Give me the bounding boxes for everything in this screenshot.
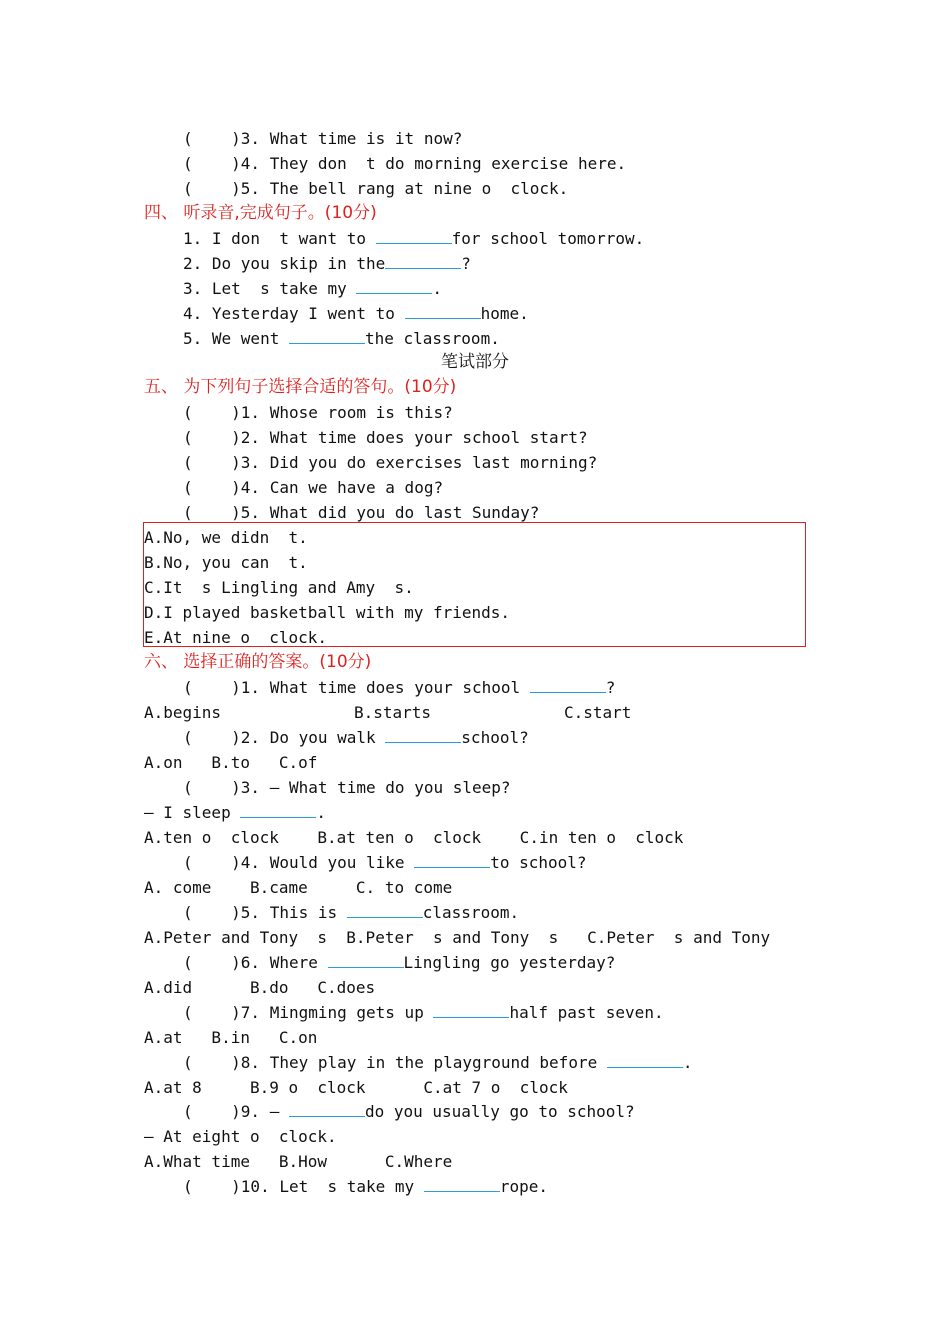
section6-question-7: ( )7. Mingming gets up half past seven. — [183, 1003, 664, 1022]
section5-question-4: ( )4. Can we have a dog? — [183, 478, 444, 497]
q8-options: A.at 8 B.9 o clock C.at 7 o clock — [144, 1078, 568, 1097]
section5-question-5: ( )5. What did you do last Sunday? — [183, 503, 540, 522]
section3-item-4: ( )4. They don t do morning exercise here. — [183, 154, 627, 173]
section4-item-4: 4. Yesterday I went to home. — [183, 304, 529, 323]
answer-blank[interactable] — [240, 801, 316, 818]
answer-blank[interactable] — [433, 1001, 509, 1018]
answer-blank[interactable] — [376, 227, 452, 244]
section4-item-2: 2. Do you skip in the ? — [183, 254, 471, 273]
answer-blank[interactable] — [289, 1100, 365, 1117]
answer-blank[interactable] — [289, 327, 365, 344]
section4-heading: 四、 听录音,完成句子。(10分) — [144, 203, 377, 223]
answer-option-a: A.No, we didn t. — [144, 528, 308, 547]
section6-question-3: ( )3. — What time do you sleep? — [183, 778, 511, 797]
q6-options: A.did B.do C.does — [144, 978, 376, 997]
answer-option-b: B.No, you can t. — [144, 553, 308, 572]
section4-item-5: 5. We went the classroom. — [183, 329, 500, 348]
answer-blank[interactable] — [356, 277, 432, 294]
answer-blank[interactable] — [530, 676, 606, 693]
section5-question-1: ( )1. Whose room is this? — [183, 403, 453, 422]
answer-blank[interactable] — [385, 252, 461, 269]
q3-answer-line: — I sleep . — [144, 803, 326, 822]
section6-question-1: ( )1. What time does your school ? — [183, 678, 616, 697]
section6-heading: 六、 选择正确的答案。(10分) — [144, 652, 372, 672]
answer-blank[interactable] — [405, 302, 481, 319]
section4-item-3: 3. Let s take my . — [183, 279, 443, 298]
answer-blank[interactable] — [607, 1051, 683, 1068]
section3-item-5: ( )5. The bell rang at nine o clock. — [183, 179, 569, 198]
answer-option-e: E.At nine o clock. — [144, 628, 328, 647]
answer-option-d: D.I played basketball with my friends. — [144, 603, 511, 622]
q9-answer-line: — At eight o clock. — [144, 1127, 337, 1146]
answer-blank[interactable] — [347, 901, 423, 918]
section6-question-5: ( )5. This is classroom. — [183, 903, 520, 922]
section6-question-4: ( )4. Would you like to school? — [183, 853, 587, 872]
answer-blank[interactable] — [424, 1175, 500, 1192]
answer-option-c: C.It s Lingling and Amy s. — [144, 578, 414, 597]
section6-question-10: ( )10. Let s take my rope. — [183, 1177, 548, 1196]
section4-item-1: 1. I don t want to for school tomorrow. — [183, 229, 645, 248]
section6-question-6: ( )6. Where Lingling go yesterday? — [183, 953, 616, 972]
answer-blank[interactable] — [328, 951, 404, 968]
q7-options: A.at B.in C.on — [144, 1028, 318, 1047]
section5-heading: 五、 为下列句子选择合适的答句。(10分) — [144, 377, 457, 397]
q2-options: A.on B.to C.of — [144, 753, 318, 772]
section5-question-3: ( )3. Did you do exercises last morning? — [183, 453, 598, 472]
section6-question-8: ( )8. They play in the playground before . — [183, 1053, 693, 1072]
q5-options: A.Peter and Tony s B.Peter s and Tony s C.Peter s and Tony — [144, 928, 771, 947]
answer-blank[interactable] — [385, 726, 461, 743]
section5-question-2: ( )2. What time does your school start? — [183, 428, 588, 447]
section6-question-2: ( )2. Do you walk school? — [183, 728, 529, 747]
written-part-title: 笔试部分 — [441, 352, 509, 372]
answer-blank[interactable] — [414, 851, 490, 868]
q9-options: A.What time B.How C.Where — [144, 1152, 453, 1171]
q1-option-c: C.start — [564, 703, 632, 722]
q1-option-a: A.begins — [144, 703, 222, 722]
section3-item-3: ( )3. What time is it now? — [183, 129, 463, 148]
q4-options: A. come B.came C. to come — [144, 878, 453, 897]
section6-question-9: ( )9. — do you usually go to school? — [183, 1102, 635, 1121]
q1-option-b: B.starts — [354, 703, 432, 722]
q3-options: A.ten o clock B.at ten o clock C.in ten o clock — [144, 828, 684, 847]
